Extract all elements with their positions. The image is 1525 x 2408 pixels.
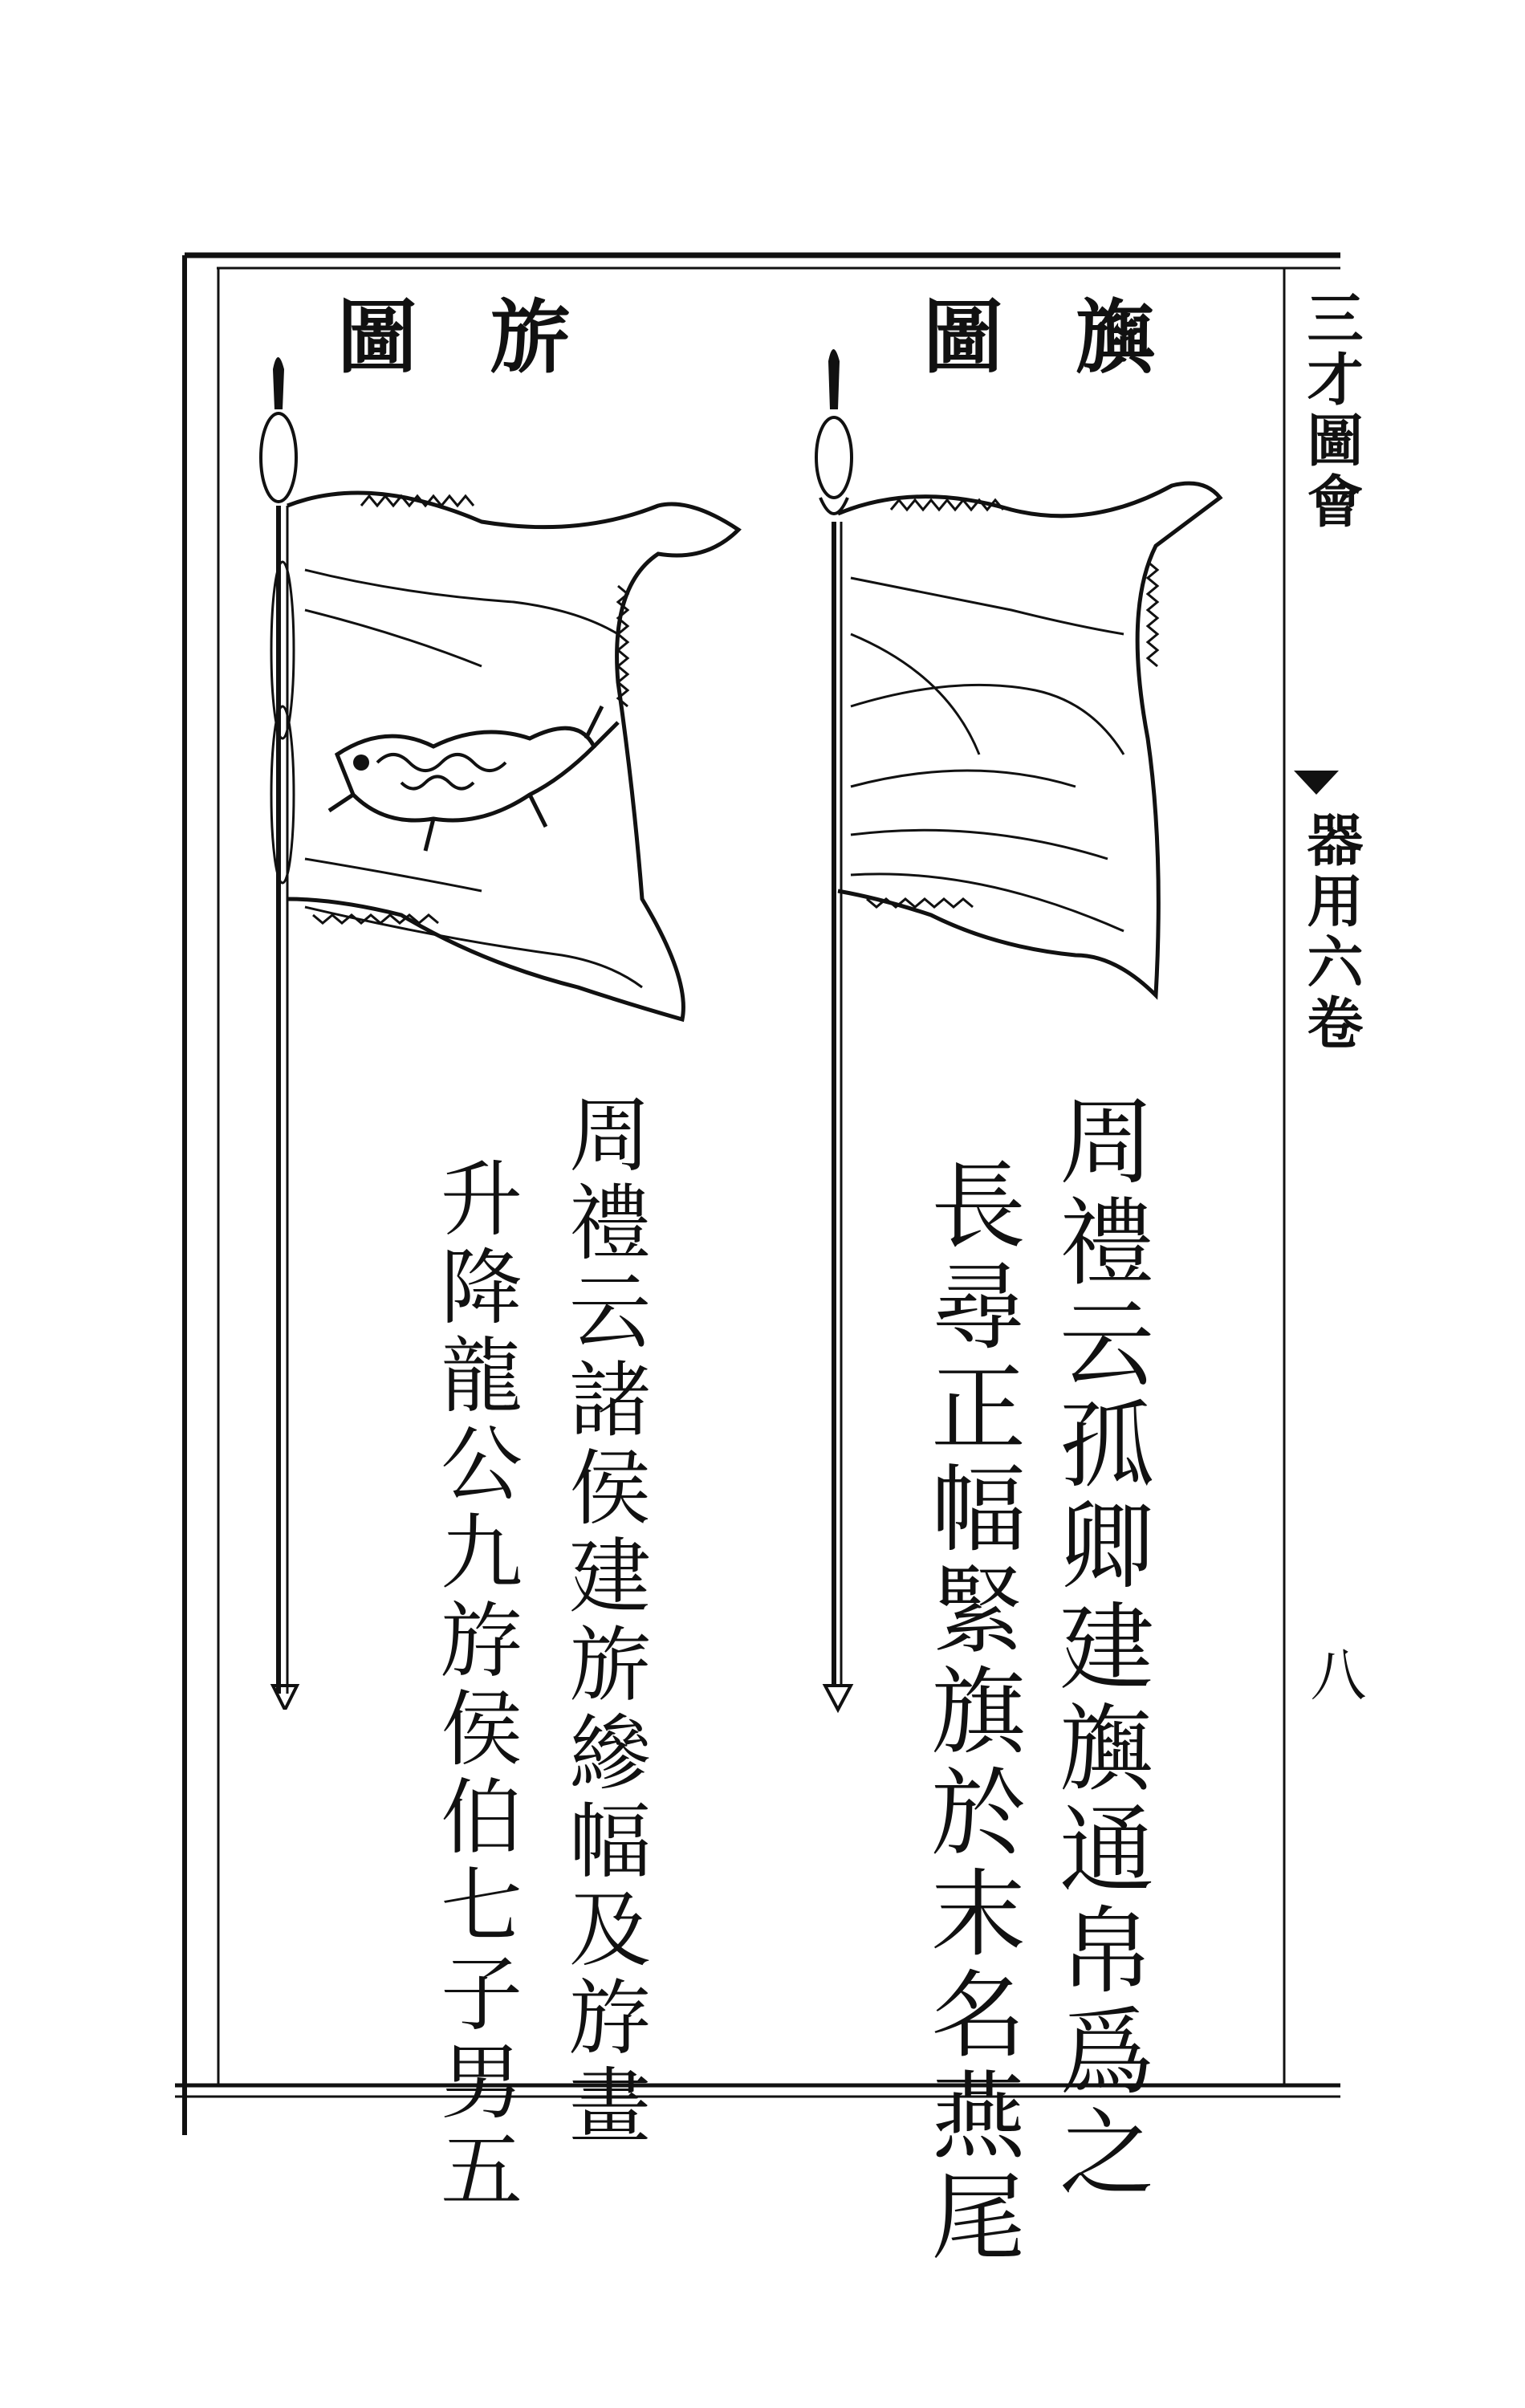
yu-caption-line-2: 長尋正幅緊旗於末名燕尾 — [915, 1156, 1026, 2268]
yu-caption-line-1: 周禮云孤卿建旟通帛爲之 — [1043, 1092, 1154, 2204]
qi-caption-line-2: 升降龍公九斿侯伯七子男五 — [427, 1156, 523, 2215]
qi-tassel — [261, 413, 296, 502]
qi-title: 旂圖 — [337, 290, 642, 384]
section-label: 器用六卷 — [1298, 811, 1364, 1055]
yu-finial — [828, 349, 840, 409]
book-title: 三才圖會 — [1298, 289, 1364, 533]
folio-number: 八 — [1301, 1645, 1367, 1702]
qi-finial — [273, 357, 284, 409]
yu-title: 旟圖 — [923, 290, 1228, 384]
yu-tassel — [816, 417, 852, 498]
yu-flag-cloth — [838, 483, 1220, 995]
dragon-motif-icon — [329, 706, 618, 851]
qi-flag-cloth — [287, 493, 738, 1019]
qi-caption-line-1: 周禮云諸侯建旂縿幅及斿畫 — [555, 1092, 651, 2151]
